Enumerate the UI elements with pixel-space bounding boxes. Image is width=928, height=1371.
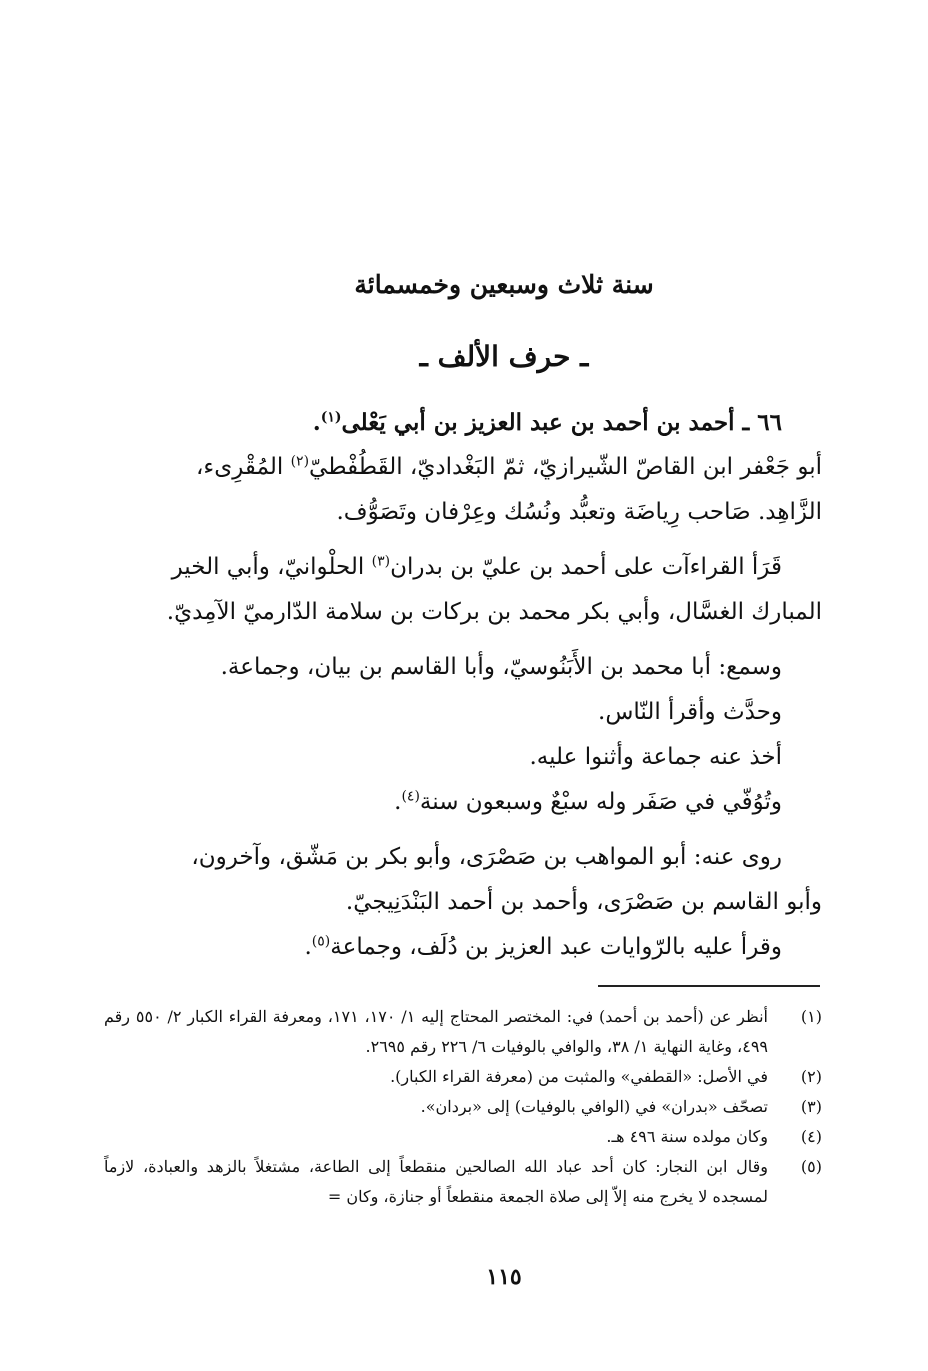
entry-line-1 — [104, 445, 822, 490]
entry-line-8-b: . — [394, 789, 402, 815]
footnote-3 — [104, 1092, 822, 1122]
entry-line-8-a: وتُوُفّي في صَفَر وله سبْعٌ وسبعون سنة — [419, 789, 782, 815]
entry-line-11-b: . — [304, 934, 312, 960]
entry-line-4: المبارك الغسَّال، وأبي بكر محمد بن بركات بن سلامة الدّارميّ الآمِديّ. — [166, 599, 822, 625]
footnote-number: (٢) — [800, 1067, 822, 1086]
page-number: ١١٥ — [486, 1264, 522, 1290]
entry-line-3-a: قَرَأ القراءآت على أحمد بن عليّ بن بدران — [390, 554, 782, 580]
entry-line-11-a: وقرأ عليه بالرّوايات عبد العزيز بن دُلَف، وجماعة — [330, 934, 782, 960]
footnote-text: وقال ابن النجار: كان أحد عباد الله الصالحين منقطعاً إلى الطاعة، مشتغلاً بالزهد والعبادة، لازماً لمسجده لا يخرج منه إلاّ إلى صلاة الجمعة منقطعاً أو جنازة، وكان = — [104, 1157, 768, 1206]
letter-heading: ـ حرف الألف ـ — [419, 340, 589, 373]
entry-line-5: وسمع: أبا محمد بن الأَبَنُوسيّ، وأبا القاسم بن بيان، وجماعة. — [220, 654, 782, 680]
footnote-ref-1: (١) — [320, 409, 342, 426]
entry-line-2: الزَّاهِد. صَاحب رِياضَة وتعبُّد ونُسُك وعِرْفان وتَصَوُّف. — [336, 499, 822, 525]
footnote-text: تصحّف «بدران» في (الوافي بالوفيات) إلى «بردان». — [420, 1097, 768, 1116]
footnote-1 — [104, 1002, 822, 1062]
footnote-4 — [104, 1122, 822, 1152]
entry-line-3 — [104, 545, 822, 590]
footnote-ref-4: (٤) — [401, 788, 420, 805]
footnote-number: (١) — [800, 1007, 822, 1026]
entry-line-1-a: أبو جَعْفر ابن القاصّ الشّيرازيّ، ثمّ البَغْداديّ، القَطُفْطيّ — [309, 454, 822, 480]
entry-line-9: روى عنه: أبو المواهب بن صَصْرَى، وأبو بكر بن مَشّق، وآخرون، — [191, 844, 782, 870]
footnote-5 — [104, 1152, 822, 1212]
footnote-ref-5: (٥) — [311, 933, 331, 950]
footnote-text: وكان مولده سنة ٤٩٦ هـ. — [606, 1127, 768, 1146]
year-title: سنة ثلاث وسبعين وخمسمائة — [354, 270, 654, 299]
footnote-divider — [598, 985, 820, 987]
footnote-2 — [104, 1062, 822, 1092]
footnote-ref-2: (٢) — [290, 453, 310, 470]
entry-body — [104, 400, 822, 970]
entry-line-7: أخذ عنه جماعة وأثنوا عليه. — [529, 744, 782, 770]
entry-line-3-b: الحلْوانيّ، وأبي الخير — [171, 554, 372, 580]
footnote-number: (٣) — [800, 1097, 822, 1116]
entry-title-text: ٦٦ ـ أحمد بن أحمد بن عبد العزيز بن أبي يَعْلى — [341, 409, 782, 436]
entry-line-1-b: المُقْرِىء، — [196, 454, 291, 480]
entry-title-end: . — [312, 409, 321, 436]
footnote-text: في الأصل: «القطفي» والمثبت من (معرفة القراء الكبار). — [390, 1067, 768, 1086]
entry-line-10: وأبو القاسم بن صَصْرَى، وأحمد بن أحمد البَنْدَنِيجيّ. — [345, 889, 822, 915]
entry-title — [104, 400, 822, 445]
entry-line-11 — [104, 925, 822, 970]
footnotes — [104, 1002, 822, 1212]
footnote-number: (٥) — [800, 1157, 822, 1176]
footnote-number: (٤) — [800, 1127, 822, 1146]
footnote-text: أنظر عن (أحمد بن أحمد) في: المختصر المحتاج إليه ١/ ١٧٠، ١٧١، ومعرفة القراء الكبار ٢/ ٥٥٠ رقم ٤٩٩، وغاية النهاية ١/ ٣٨، والوافي بالوفيات ٦/ ٢٢٦ رقم ٢٦٩٥. — [104, 1007, 769, 1056]
footnote-ref-3: (٣) — [371, 553, 391, 570]
entry-line-8 — [104, 780, 822, 825]
entry-line-6: وحدَّث وأقرأ النّاس. — [598, 699, 782, 725]
